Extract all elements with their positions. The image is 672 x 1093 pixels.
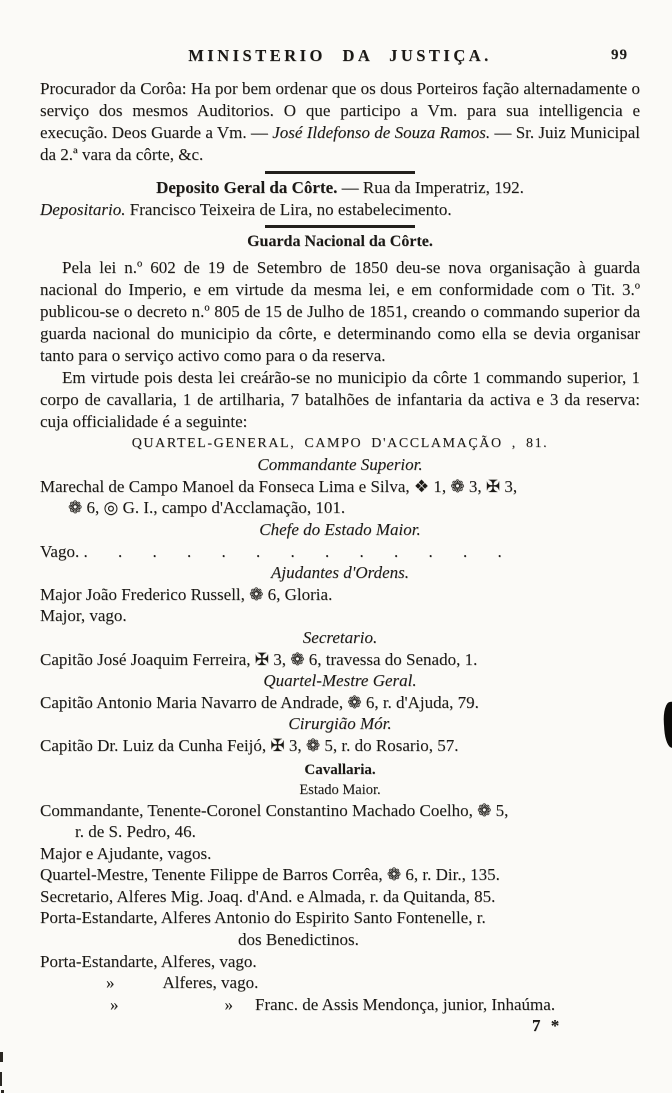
entry-commandante-coelho-line1: Commandante, Tenente-Coronel Constantino Machado Coelho, ❁ 5, (40, 800, 509, 820)
quartel-general-address: QUARTEL-GENERAL, CAMPO D'ACCLAMAÇÃO , 81. (131, 435, 549, 451)
ditto-row-2-text: Franc. de Assis Mendonça, junior, Inhaúma. (255, 994, 556, 1014)
entry-major-russell: Major João Frederico Russell, ❁ 6, Gloria. (40, 584, 333, 604)
heading-ajudantes-ordens: Ajudantes d'Ordens. (270, 563, 410, 583)
cavallaria-title: Cavallaria. (304, 761, 376, 778)
deposito-heading-tail: — Rua da Imperatriz, 192. (337, 177, 524, 197)
heading-chefe-estado-maior: Chefe do Estado Maior. (259, 519, 421, 539)
entry-commandante-coelho-line2: r. de S. Pedro, 46. (75, 822, 196, 842)
intro-text-c: — Sr. Juiz Municipal da 2.ª vara da côrte, &c. (40, 123, 640, 164)
entry-quartel-mestre-correa: Quartel-Mestre, Tenente Filippe de Barros Corrêa, ❁ 6, r. Dir., 135. (40, 865, 500, 885)
guarda-paragraph-1: Pela lei n.º 602 de 19 de Setembro de 1850 deu-se nova organisação à guarda nacional do Imperio, e em virtude da mesma lei, e em conformidade com o Tit. 3.º publicou-se o decreto n.º 805 de 15 de Julho de 1851, creando o commando superior da guarda nacional do municipio da côrte, e determinando como ella se devia organisar tanto para o serviço activo como para o da reserva. (40, 257, 640, 365)
heading-cirurgiao-mor: Cirurgião Mór. (288, 714, 392, 734)
scan-edge-speck (0, 1072, 2, 1086)
vago-label: Vago. (40, 541, 80, 561)
heading-secretario: Secretario. (302, 627, 378, 647)
deposito-heading (40, 177, 640, 199)
section-divider-rule-2 (265, 225, 415, 228)
entry-porta-estandarte-vago: Porta-Estandarte, Alferes, vago. (40, 951, 257, 971)
ditto-mark: » (224, 994, 233, 1014)
depositario-line (40, 199, 640, 221)
section-divider-rule (265, 171, 415, 174)
entry-marechal-line2: ❁ 6, ◎ G. I., campo d'Acclamação, 101. (68, 498, 346, 518)
intro-text-a: Procurador da Corôa: Ha por bem ordenar que os dous Porteiros fação alternadamente o serviço dos mesmos Auditorios. O que participo a Vm. para sua intelligencia e execução. Deos Guarde a Vm. — (40, 79, 640, 142)
entry-marechal-line1: Marechal de Campo Manoel da Fonseca Lima e Silva, ❖ 1, ❁ 3, ✠ 3, (40, 476, 518, 496)
entry-ditto-mendonca (40, 994, 640, 1016)
printers-signature-mark: 7 * (532, 1016, 563, 1036)
entry-vago (40, 541, 640, 563)
depositario-text: Francisco Teixeira de Lira, no estabelecimento. (125, 199, 452, 219)
entry-ditto-alferes-vago (40, 972, 640, 994)
ditto-mark: » (106, 973, 115, 993)
heading-quartel-mestre-geral: Quartel-Mestre Geral. (263, 671, 417, 691)
entry-quartel-mestre-navarro: Capitão Antonio Maria Navarro de Andrade, ❁ 6, r. d'Ajuda, 79. (40, 692, 479, 712)
page-number: 99 (611, 47, 628, 63)
intro-paragraph (40, 78, 640, 166)
page-header (40, 46, 640, 70)
leader-dots: . . . . . . . . . . . . . (83, 541, 502, 561)
estado-maior-subtitle: Estado Maior. (299, 781, 381, 798)
heading-commandante-superior: Commandante Superior. (257, 455, 423, 475)
entry-major-ajudante-vagos: Major e Ajudante, vagos. (40, 843, 212, 863)
ditto-row-1-text: Alferes, vago. (162, 973, 259, 993)
guarda-paragraph-2: Em virtude pois desta lei creárão-se no municipio da côrte 1 commando superior, 1 corpo de cavallaria, 1 de artilharia, 7 batalhões de infantaria da activa e 3 da reserva: cuja officialidade é a seguinte: (40, 367, 640, 431)
running-title: MINISTERIO DA JUSTIÇA. (188, 46, 492, 65)
entry-secretario-ferreira: Capitão José Joaquim Ferreira, ✠ 3, ❁ 6, travessa do Senado, 1. (40, 649, 478, 669)
deposito-heading-bold: Deposito Geral da Côrte. (156, 177, 338, 197)
guarda-nacional-title: Guarda Nacional da Côrte. (247, 232, 433, 250)
intro-signature-name: José Ildefonso de Souza Ramos. (272, 123, 491, 142)
entry-major-vago: Major, vago. (40, 606, 127, 626)
ditto-mark: » (110, 994, 119, 1014)
entry-porta-estandarte-fontenelle-line2: dos Benedictinos. (238, 930, 359, 950)
entry-secretario-almada: Secretario, Alferes Mig. Joaq. d'And. e Almada, r. da Quitanda, 85. (40, 886, 496, 906)
entry-cirurgiao-feijo: Capitão Dr. Luiz da Cunha Feijó, ✠ 3, ❁ 5, r. do Rosario, 57. (40, 735, 459, 755)
scan-edge-speck (0, 1052, 3, 1062)
depositario-label: Depositario. (40, 199, 126, 219)
entry-porta-estandarte-fontenelle-line1: Porta-Estandarte, Alferes Antonio do Espirito Santo Fontenelle, r. (40, 908, 486, 928)
